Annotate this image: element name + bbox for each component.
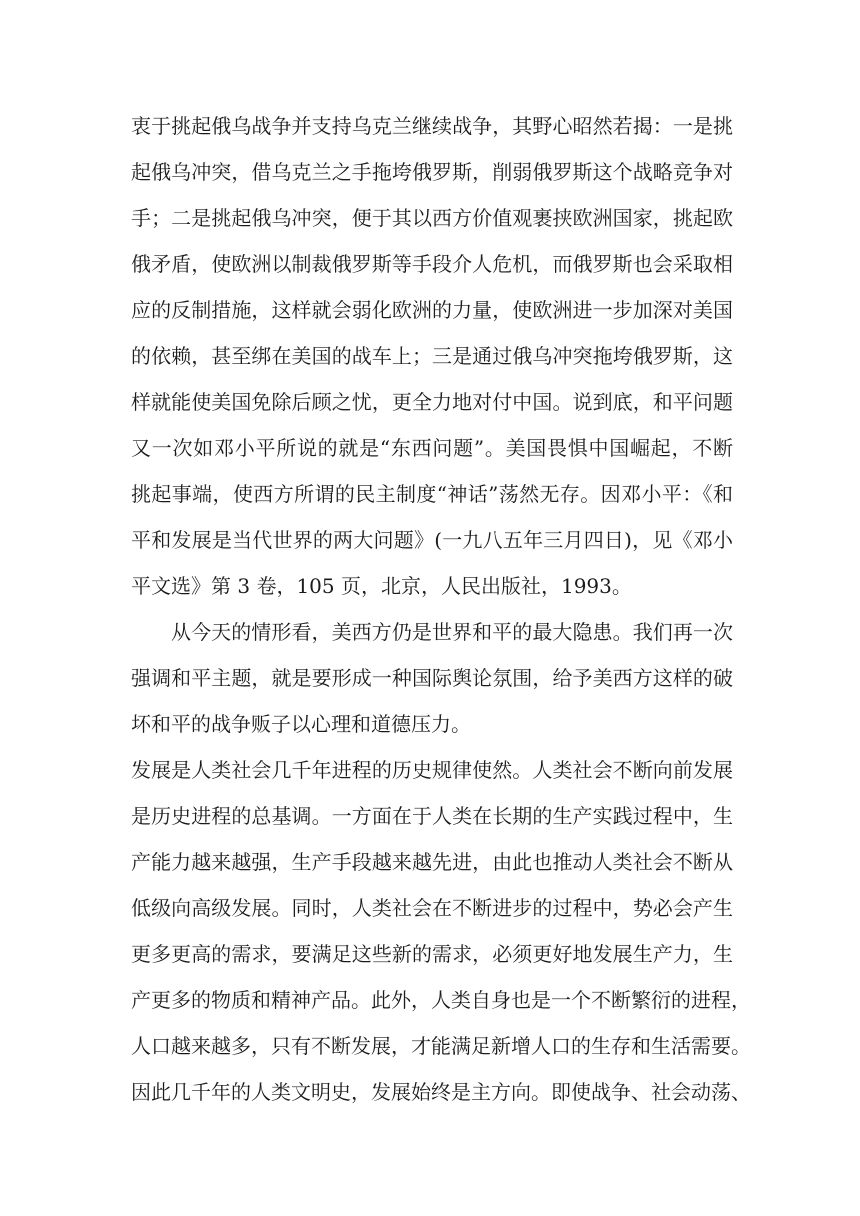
text-line: 坏和平的战争贩子以心理和道德压力。 (131, 712, 471, 736)
text-line: 平和发展是当代世界的两大问题》(一九八五年三月四日)，见《邓小 (131, 528, 733, 552)
text-line: 更多更高的需求，要满足这些新的需求，必须更好地发展生产力，生 (131, 942, 733, 966)
text-line: 的依赖，甚至绑在美国的战车上；三是通过俄乌冲突拖垮俄罗斯，这 (131, 344, 733, 368)
text-line: 应的反制措施，这样就会弱化欧洲的力量，使欧洲进一步加深对美国 (131, 298, 733, 322)
text-line: 因此几千年的人类文明史，发展始终是主方向。即使战争、社会动荡、 (131, 1080, 751, 1104)
text-line: 样就能使美国免除后顾之忧，更全力地对付中国。说到底，和平问题 (131, 390, 733, 414)
text-line: 起俄乌冲突，借乌克兰之手拖垮俄罗斯，削弱俄罗斯这个战略竞争对 (131, 160, 733, 184)
text-line: 产更多的物质和精神产品。此外，人类自身也是一个不断繁衍的进程， (131, 988, 751, 1012)
text-line: 低级向高级发展。同时，人类社会在不断进步的过程中，势必会产生 (131, 896, 733, 920)
text-line: 平文选》第 3 卷，105 页，北京，人民出版社，1993。 (131, 574, 632, 598)
text-line: 产能力越来越强，生产手段越来越先进，由此也推动人类社会不断从 (131, 850, 733, 874)
text-line: 发展是人类社会几千年进程的历史规律使然。人类社会不断向前发展 (131, 758, 733, 782)
text-line: 手；二是挑起俄乌冲突，便于其以西方价值观裹挟欧洲国家，挑起欧 (131, 206, 733, 230)
text-line: 又一次如邓小平所说的就是“东西问题”。美国畏惧中国崛起，不断 (131, 436, 733, 460)
text-line: 强调和平主题，就是要形成一种国际舆论氛围，给予美西方这样的破 (131, 666, 733, 690)
text-line: 人口越来越多，只有不断发展，才能满足新增人口的生存和生活需要。 (131, 1034, 751, 1058)
text-line: 衷于挑起俄乌战争并支持乌克兰继续战争，其野心昭然若揭：一是挑 (131, 114, 733, 138)
text-line: 从今天的情形看，美西方仍是世界和平的最大隐患。我们再一次 (171, 620, 733, 644)
text-line: 挑起事端，使西方所谓的民主制度“神话”荡然无存。因邓小平：《和 (131, 482, 733, 506)
text-line: 俄矛盾，使欧洲以制裁俄罗斯等手段介人危机，而俄罗斯也会采取相 (131, 252, 733, 276)
text-line: 是历史进程的总基调。一方面在于人类在长期的生产实践过程中，生 (131, 804, 733, 828)
